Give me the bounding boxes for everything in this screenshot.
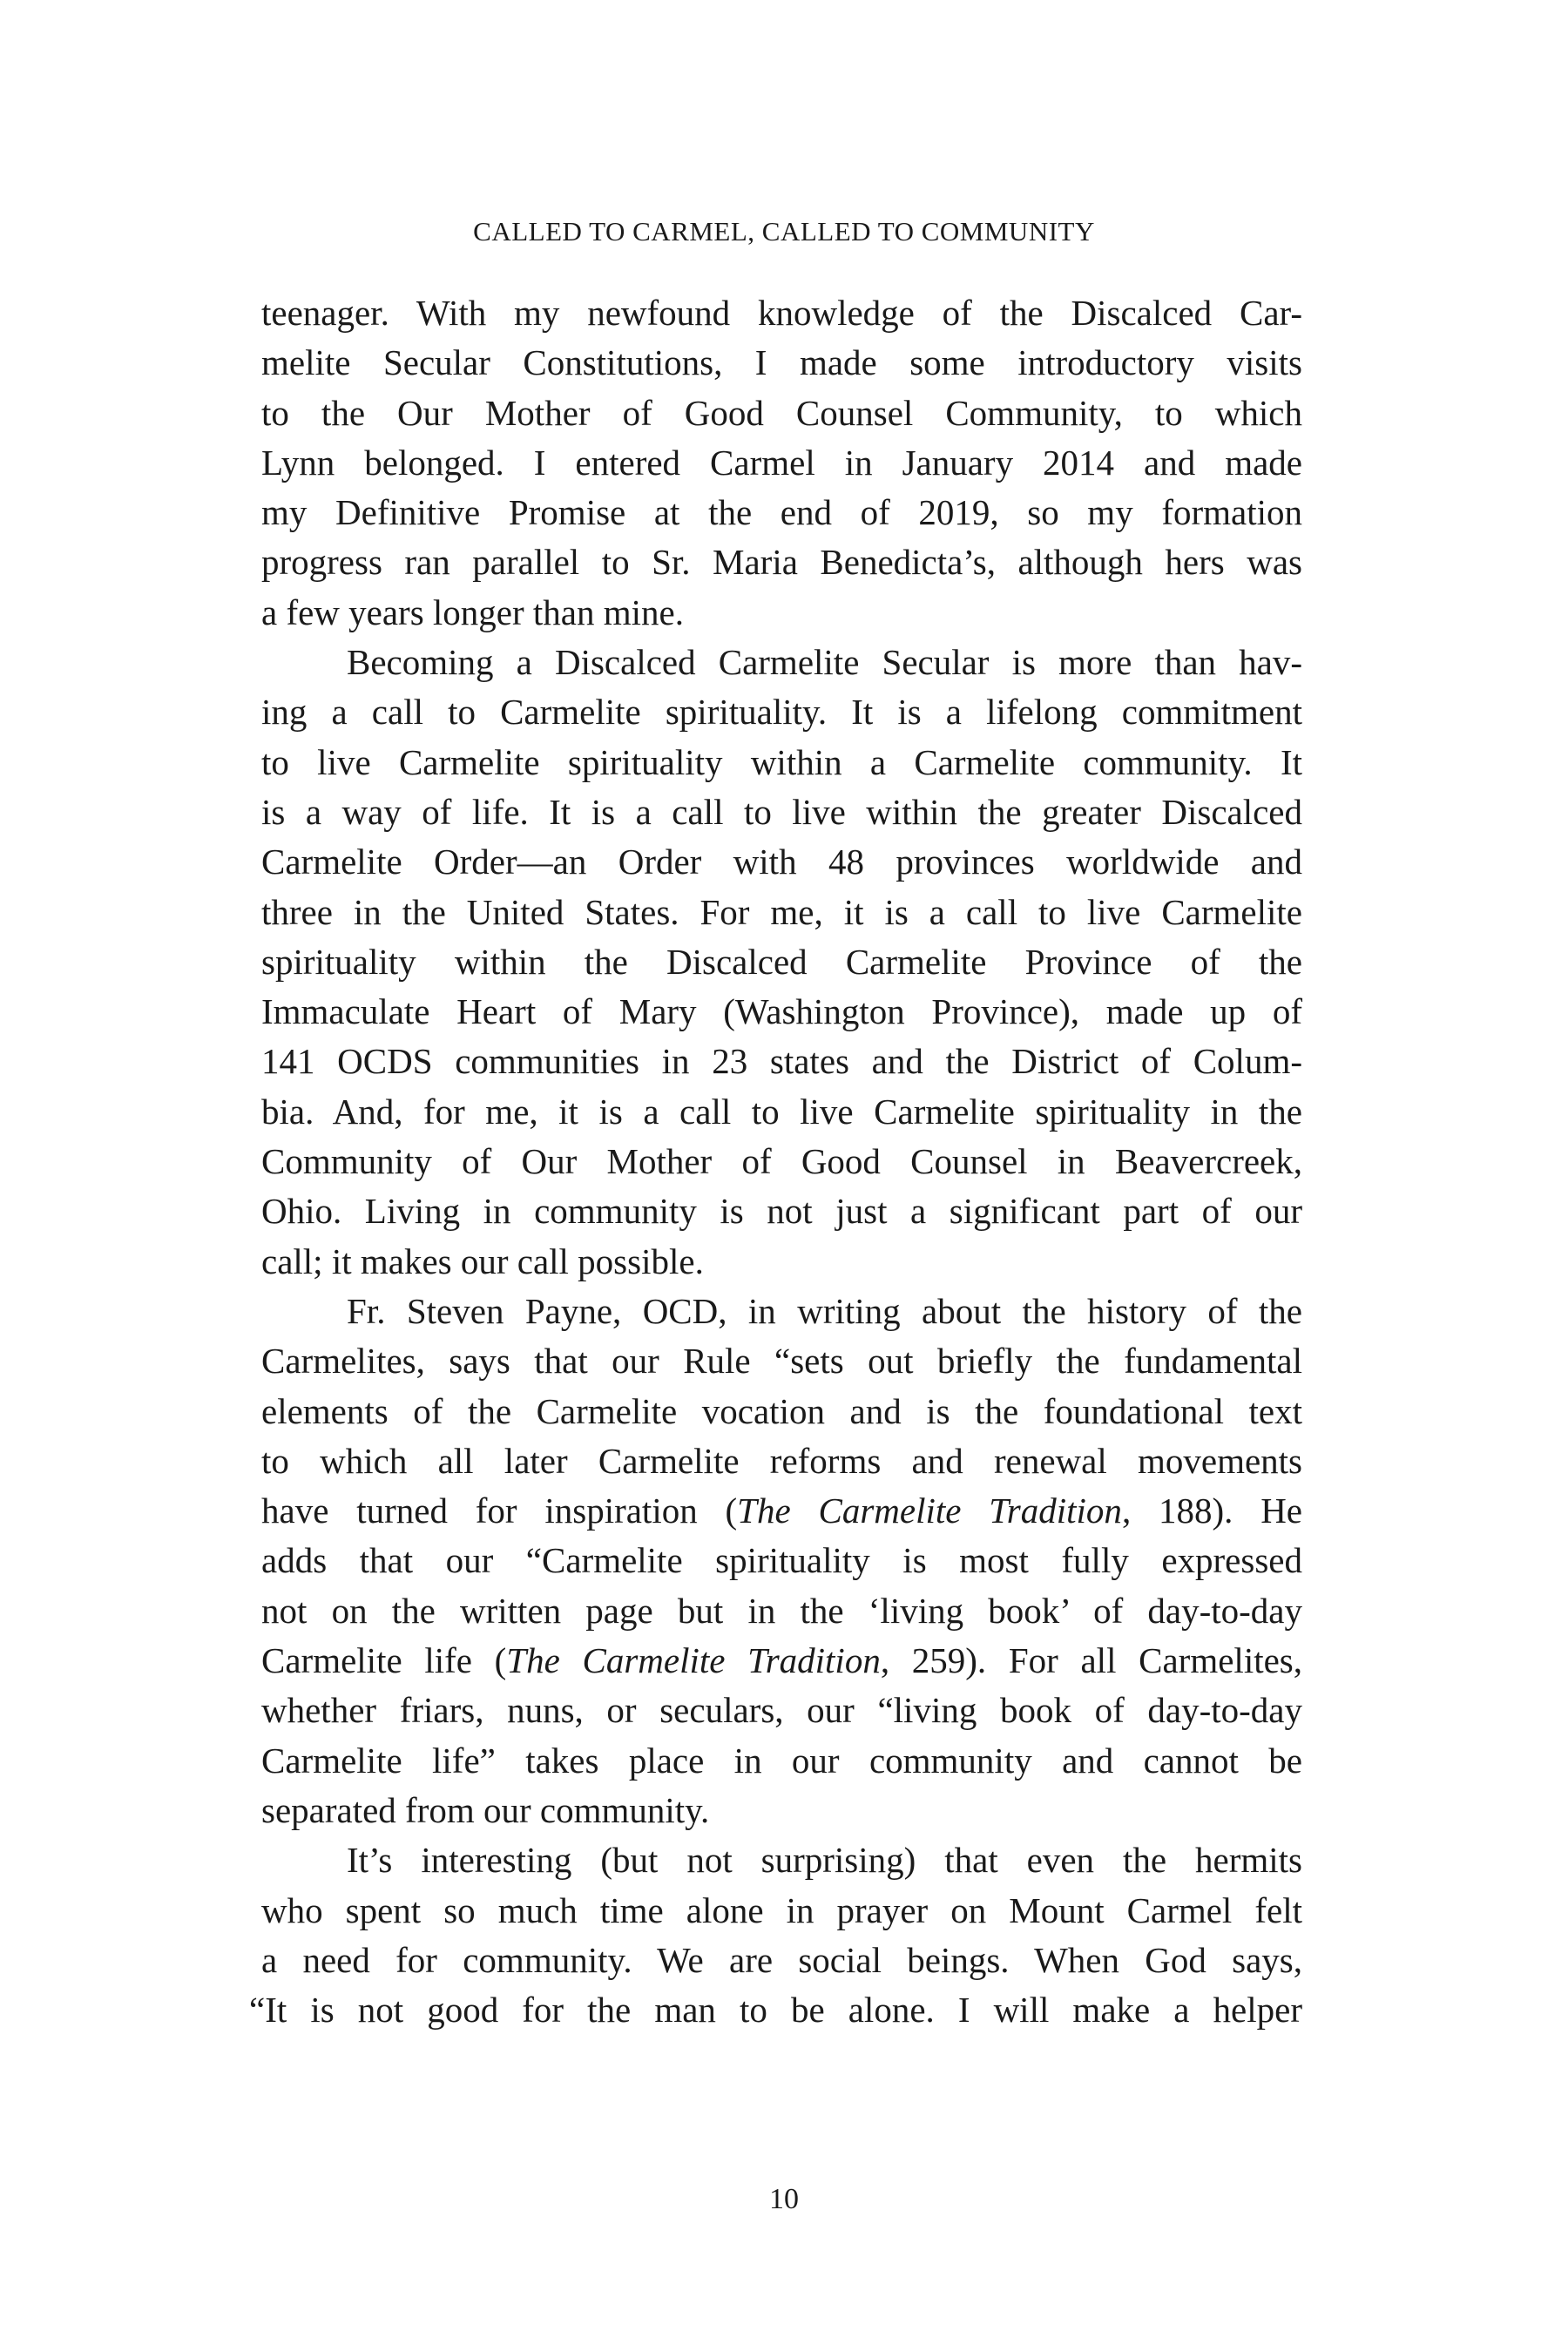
text-line: separated from our community. xyxy=(261,1789,710,1830)
text-segment: , 188). He xyxy=(1121,1490,1302,1531)
text-line: who spent so much time alone in prayer on Mount Carmel felt xyxy=(261,1889,1302,1930)
text-segment: Carmelite life ( xyxy=(261,1640,507,1681)
paragraph xyxy=(261,1287,1302,1835)
text-line: ing a call to Carmelite spirituality. It is a lifelong commitment xyxy=(261,692,1302,733)
text-line: not on the written page but in the ‘living book’ of day-to-day xyxy=(261,1590,1302,1631)
text-line: Ohio. Living in community is not just a significant part of our xyxy=(261,1191,1302,1232)
text-line: Carmelites, says that our Rule “sets out briefly the fundamental xyxy=(261,1341,1302,1382)
paragraph xyxy=(249,1835,1302,2035)
text-line: three in the United States. For me, it is a call to live Carmelite xyxy=(261,891,1302,932)
text-line: a need for community. We are social beings. When God says, xyxy=(261,1939,1302,1980)
text-line: progress ran parallel to Sr. Maria Benedicta’s, although hers was xyxy=(261,542,1302,583)
text-line: Fr. Steven Payne, OCD, in writing about the history of the xyxy=(347,1290,1302,1331)
text-line: Immaculate Heart of Mary (Washington Province), made up of xyxy=(261,991,1302,1032)
text-line: is a way of life. It is a call to live within the greater Discalced xyxy=(261,791,1302,832)
text-line: elements of the Carmelite vocation and is the foundational text xyxy=(261,1390,1302,1431)
body-text xyxy=(249,288,1302,2035)
text-line: my Definitive Promise at the end of 2019, so my formation xyxy=(261,492,1302,533)
text-line: 141 OCDS communities in 23 states and the District of Colum- xyxy=(261,1041,1302,1082)
text-line: Lynn belonged. I entered Carmel in January 2014 and made xyxy=(261,442,1302,483)
running-head: CALLED TO CARMEL, CALLED TO COMMUNITY xyxy=(473,216,1095,247)
text-line: Becoming a Discalced Carmelite Secular is more than hav- xyxy=(347,642,1302,683)
text-line: a few years longer than mine. xyxy=(261,591,684,632)
text-line: spirituality within the Discalced Carmelite Province of the xyxy=(261,941,1302,982)
paragraph xyxy=(261,288,1302,638)
text-line: to which all later Carmelite reforms and renewal movements xyxy=(261,1440,1302,1481)
text-line xyxy=(261,1486,1302,1536)
text-segment: , 259). For all Carmelites, xyxy=(880,1640,1302,1681)
text-line: Carmelite life” takes place in our community and cannot be xyxy=(261,1740,1302,1781)
text-line: whether friars, nuns, or seculars, our “living book of day-to-day xyxy=(261,1690,1302,1731)
text-line: teenager. With my newfound knowledge of the Discalced Car- xyxy=(261,293,1302,333)
book-title-italic: The Carmelite Tradition xyxy=(506,1640,881,1681)
text-segment: have turned for inspiration ( xyxy=(261,1490,738,1531)
page-number: 10 xyxy=(769,2183,799,2215)
text-line: to the Our Mother of Good Counsel Community, to which xyxy=(261,392,1302,433)
book-title-italic: The Carmelite Tradition xyxy=(737,1490,1122,1531)
text-line: Community of Our Mother of Good Counsel in Beavercreek, xyxy=(261,1141,1302,1182)
text-line xyxy=(261,1636,1302,1686)
text-line: to live Carmelite spirituality within a Carmelite community. It xyxy=(261,741,1302,782)
paragraph xyxy=(261,638,1302,1287)
text-line: adds that our “Carmelite spirituality is most fully expressed xyxy=(261,1540,1302,1581)
text-line: melite Secular Constitutions, I made some introductory visits xyxy=(261,342,1302,383)
text-line: call; it makes our call possible. xyxy=(261,1240,704,1281)
text-line: “It is not good for the man to be alone. I will make a helper xyxy=(249,1990,1302,2031)
text-line: bia. And, for me, it is a call to live Carmelite spirituality in the xyxy=(261,1091,1302,1132)
text-line: Carmelite Order—an Order with 48 provinces worldwide and xyxy=(261,841,1302,882)
text-line: It’s interesting (but not surprising) that even the hermits xyxy=(347,1840,1302,1881)
